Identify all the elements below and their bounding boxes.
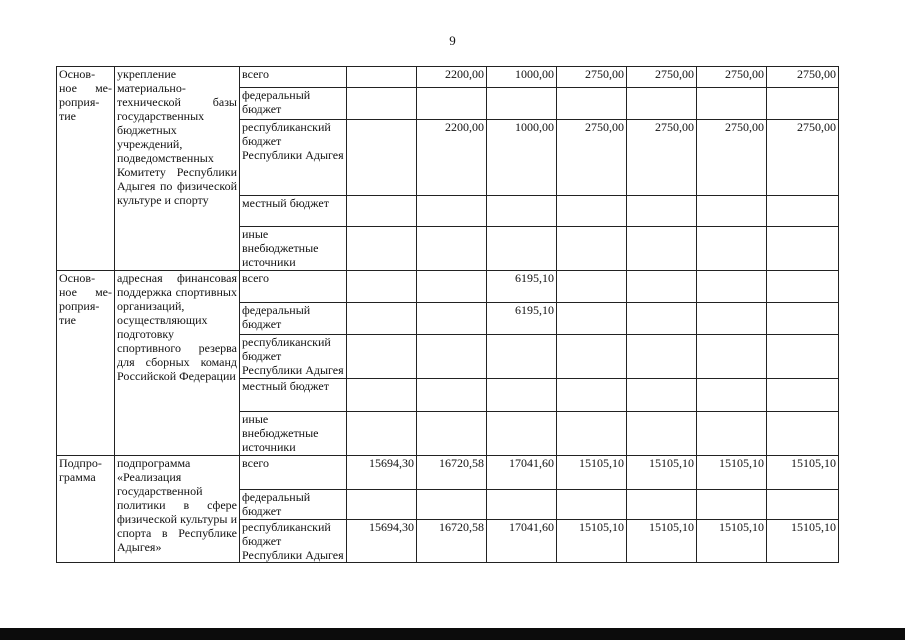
amount-cell bbox=[417, 490, 487, 520]
amount-cell: 15105,10 bbox=[627, 520, 697, 563]
amount-cell bbox=[347, 412, 417, 456]
amount-cell: 16720,58 bbox=[417, 520, 487, 563]
funding-source-cell: местный бюджет bbox=[240, 196, 347, 227]
amount-cell: 2750,00 bbox=[557, 67, 627, 88]
amount-cell bbox=[347, 227, 417, 271]
status-cell: Подпро-грамма bbox=[57, 456, 115, 563]
amount-cell bbox=[697, 303, 767, 335]
funding-source-cell: федеральный бюджет bbox=[240, 88, 347, 120]
measure-name-cell: подпрограмма «Реализация государственной политики в сфере физической культуры и спорта в Республике Адыгея» bbox=[115, 456, 240, 563]
amount-cell: 15105,10 bbox=[767, 456, 839, 490]
amount-cell: 2200,00 bbox=[417, 67, 487, 88]
amount-cell bbox=[697, 227, 767, 271]
amount-cell bbox=[557, 490, 627, 520]
amount-cell bbox=[697, 88, 767, 120]
funding-source-cell: всего bbox=[240, 271, 347, 303]
amount-cell: 2750,00 bbox=[627, 120, 697, 196]
amount-cell bbox=[417, 88, 487, 120]
amount-cell: 1000,00 bbox=[487, 120, 557, 196]
amount-cell bbox=[347, 120, 417, 196]
table-row bbox=[57, 271, 839, 303]
page-number: 9 bbox=[449, 33, 456, 48]
funding-source-cell: всего bbox=[240, 456, 347, 490]
amount-cell bbox=[627, 490, 697, 520]
amount-cell: 17041,60 bbox=[487, 456, 557, 490]
amount-cell: 6195,10 bbox=[487, 271, 557, 303]
amount-cell bbox=[767, 88, 839, 120]
amount-cell bbox=[487, 412, 557, 456]
funding-source-cell: местный бюджет bbox=[240, 379, 347, 412]
amount-cell bbox=[487, 379, 557, 412]
amount-cell bbox=[347, 67, 417, 88]
measure-name-cell: укрепление материально-технической базы государственных бюджетных учреждений, подведомственных Комитету Республики Адыгея по физической культуре и спорту bbox=[115, 67, 240, 271]
amount-cell bbox=[557, 271, 627, 303]
amount-cell bbox=[347, 303, 417, 335]
amount-cell bbox=[767, 303, 839, 335]
amount-cell bbox=[487, 490, 557, 520]
funding-source-cell: всего bbox=[240, 67, 347, 88]
amount-cell bbox=[417, 271, 487, 303]
amount-cell: 15105,10 bbox=[557, 456, 627, 490]
amount-cell bbox=[627, 227, 697, 271]
amount-cell bbox=[557, 379, 627, 412]
amount-cell bbox=[627, 335, 697, 379]
amount-cell: 2750,00 bbox=[767, 67, 839, 88]
amount-cell: 2750,00 bbox=[697, 67, 767, 88]
amount-cell bbox=[627, 271, 697, 303]
amount-cell bbox=[767, 196, 839, 227]
amount-cell bbox=[417, 196, 487, 227]
funding-source-cell: республиканский бюджет Республики Адыгея bbox=[240, 520, 347, 563]
amount-cell bbox=[767, 379, 839, 412]
amount-cell: 2750,00 bbox=[627, 67, 697, 88]
amount-cell bbox=[767, 335, 839, 379]
amount-cell: 15105,10 bbox=[697, 456, 767, 490]
table-row bbox=[57, 67, 839, 88]
budget-table bbox=[56, 66, 839, 563]
amount-cell bbox=[487, 88, 557, 120]
amount-cell bbox=[557, 196, 627, 227]
amount-cell bbox=[557, 335, 627, 379]
measure-name-cell: адресная финансовая поддержка спортивных организаций, осуществляющих подготовку спортивного резерва для сборных команд Российской Федерации bbox=[115, 271, 240, 456]
amount-cell: 6195,10 bbox=[487, 303, 557, 335]
funding-source-cell: иные внебюджетные источники bbox=[240, 412, 347, 456]
amount-cell bbox=[417, 303, 487, 335]
amount-cell: 15694,30 bbox=[347, 456, 417, 490]
amount-cell bbox=[697, 379, 767, 412]
amount-cell: 15105,10 bbox=[767, 520, 839, 563]
amount-cell bbox=[347, 490, 417, 520]
amount-cell bbox=[417, 412, 487, 456]
amount-cell bbox=[767, 490, 839, 520]
amount-cell bbox=[767, 271, 839, 303]
amount-cell bbox=[417, 227, 487, 271]
amount-cell bbox=[347, 271, 417, 303]
amount-cell: 2750,00 bbox=[557, 120, 627, 196]
funding-source-cell: федеральный бюджет bbox=[240, 490, 347, 520]
amount-cell: 15105,10 bbox=[557, 520, 627, 563]
amount-cell bbox=[697, 271, 767, 303]
status-cell: Основ-ное ме-роприя-тие bbox=[57, 271, 115, 456]
amount-cell bbox=[767, 412, 839, 456]
amount-cell bbox=[487, 227, 557, 271]
amount-cell bbox=[347, 379, 417, 412]
amount-cell bbox=[627, 379, 697, 412]
funding-source-cell: федеральный бюджет bbox=[240, 303, 347, 335]
amount-cell bbox=[627, 412, 697, 456]
amount-cell bbox=[347, 196, 417, 227]
amount-cell: 17041,60 bbox=[487, 520, 557, 563]
amount-cell: 2750,00 bbox=[697, 120, 767, 196]
amount-cell: 16720,58 bbox=[417, 456, 487, 490]
amount-cell bbox=[487, 335, 557, 379]
amount-cell bbox=[767, 227, 839, 271]
amount-cell bbox=[627, 196, 697, 227]
scan-bottom-edge bbox=[0, 628, 905, 640]
amount-cell: 1000,00 bbox=[487, 67, 557, 88]
amount-cell bbox=[627, 303, 697, 335]
amount-cell bbox=[697, 335, 767, 379]
table-body bbox=[57, 67, 839, 563]
amount-cell bbox=[697, 490, 767, 520]
amount-cell bbox=[697, 412, 767, 456]
amount-cell: 15105,10 bbox=[697, 520, 767, 563]
amount-cell bbox=[557, 227, 627, 271]
amount-cell bbox=[347, 88, 417, 120]
amount-cell bbox=[557, 303, 627, 335]
funding-source-cell: республиканский бюджет Республики Адыгея bbox=[240, 335, 347, 379]
amount-cell: 2750,00 bbox=[767, 120, 839, 196]
amount-cell bbox=[557, 412, 627, 456]
amount-cell bbox=[417, 379, 487, 412]
status-cell: Основ-ное ме-роприя-тие bbox=[57, 67, 115, 271]
amount-cell bbox=[417, 335, 487, 379]
funding-source-cell: республиканский бюджет Республики Адыгея bbox=[240, 120, 347, 196]
funding-source-cell: иные внебюджетные источники bbox=[240, 227, 347, 271]
amount-cell bbox=[627, 88, 697, 120]
amount-cell: 2200,00 bbox=[417, 120, 487, 196]
amount-cell bbox=[347, 335, 417, 379]
amount-cell: 15694,30 bbox=[347, 520, 417, 563]
amount-cell: 15105,10 bbox=[627, 456, 697, 490]
amount-cell bbox=[487, 196, 557, 227]
amount-cell bbox=[697, 196, 767, 227]
table-row bbox=[57, 456, 839, 490]
amount-cell bbox=[557, 88, 627, 120]
